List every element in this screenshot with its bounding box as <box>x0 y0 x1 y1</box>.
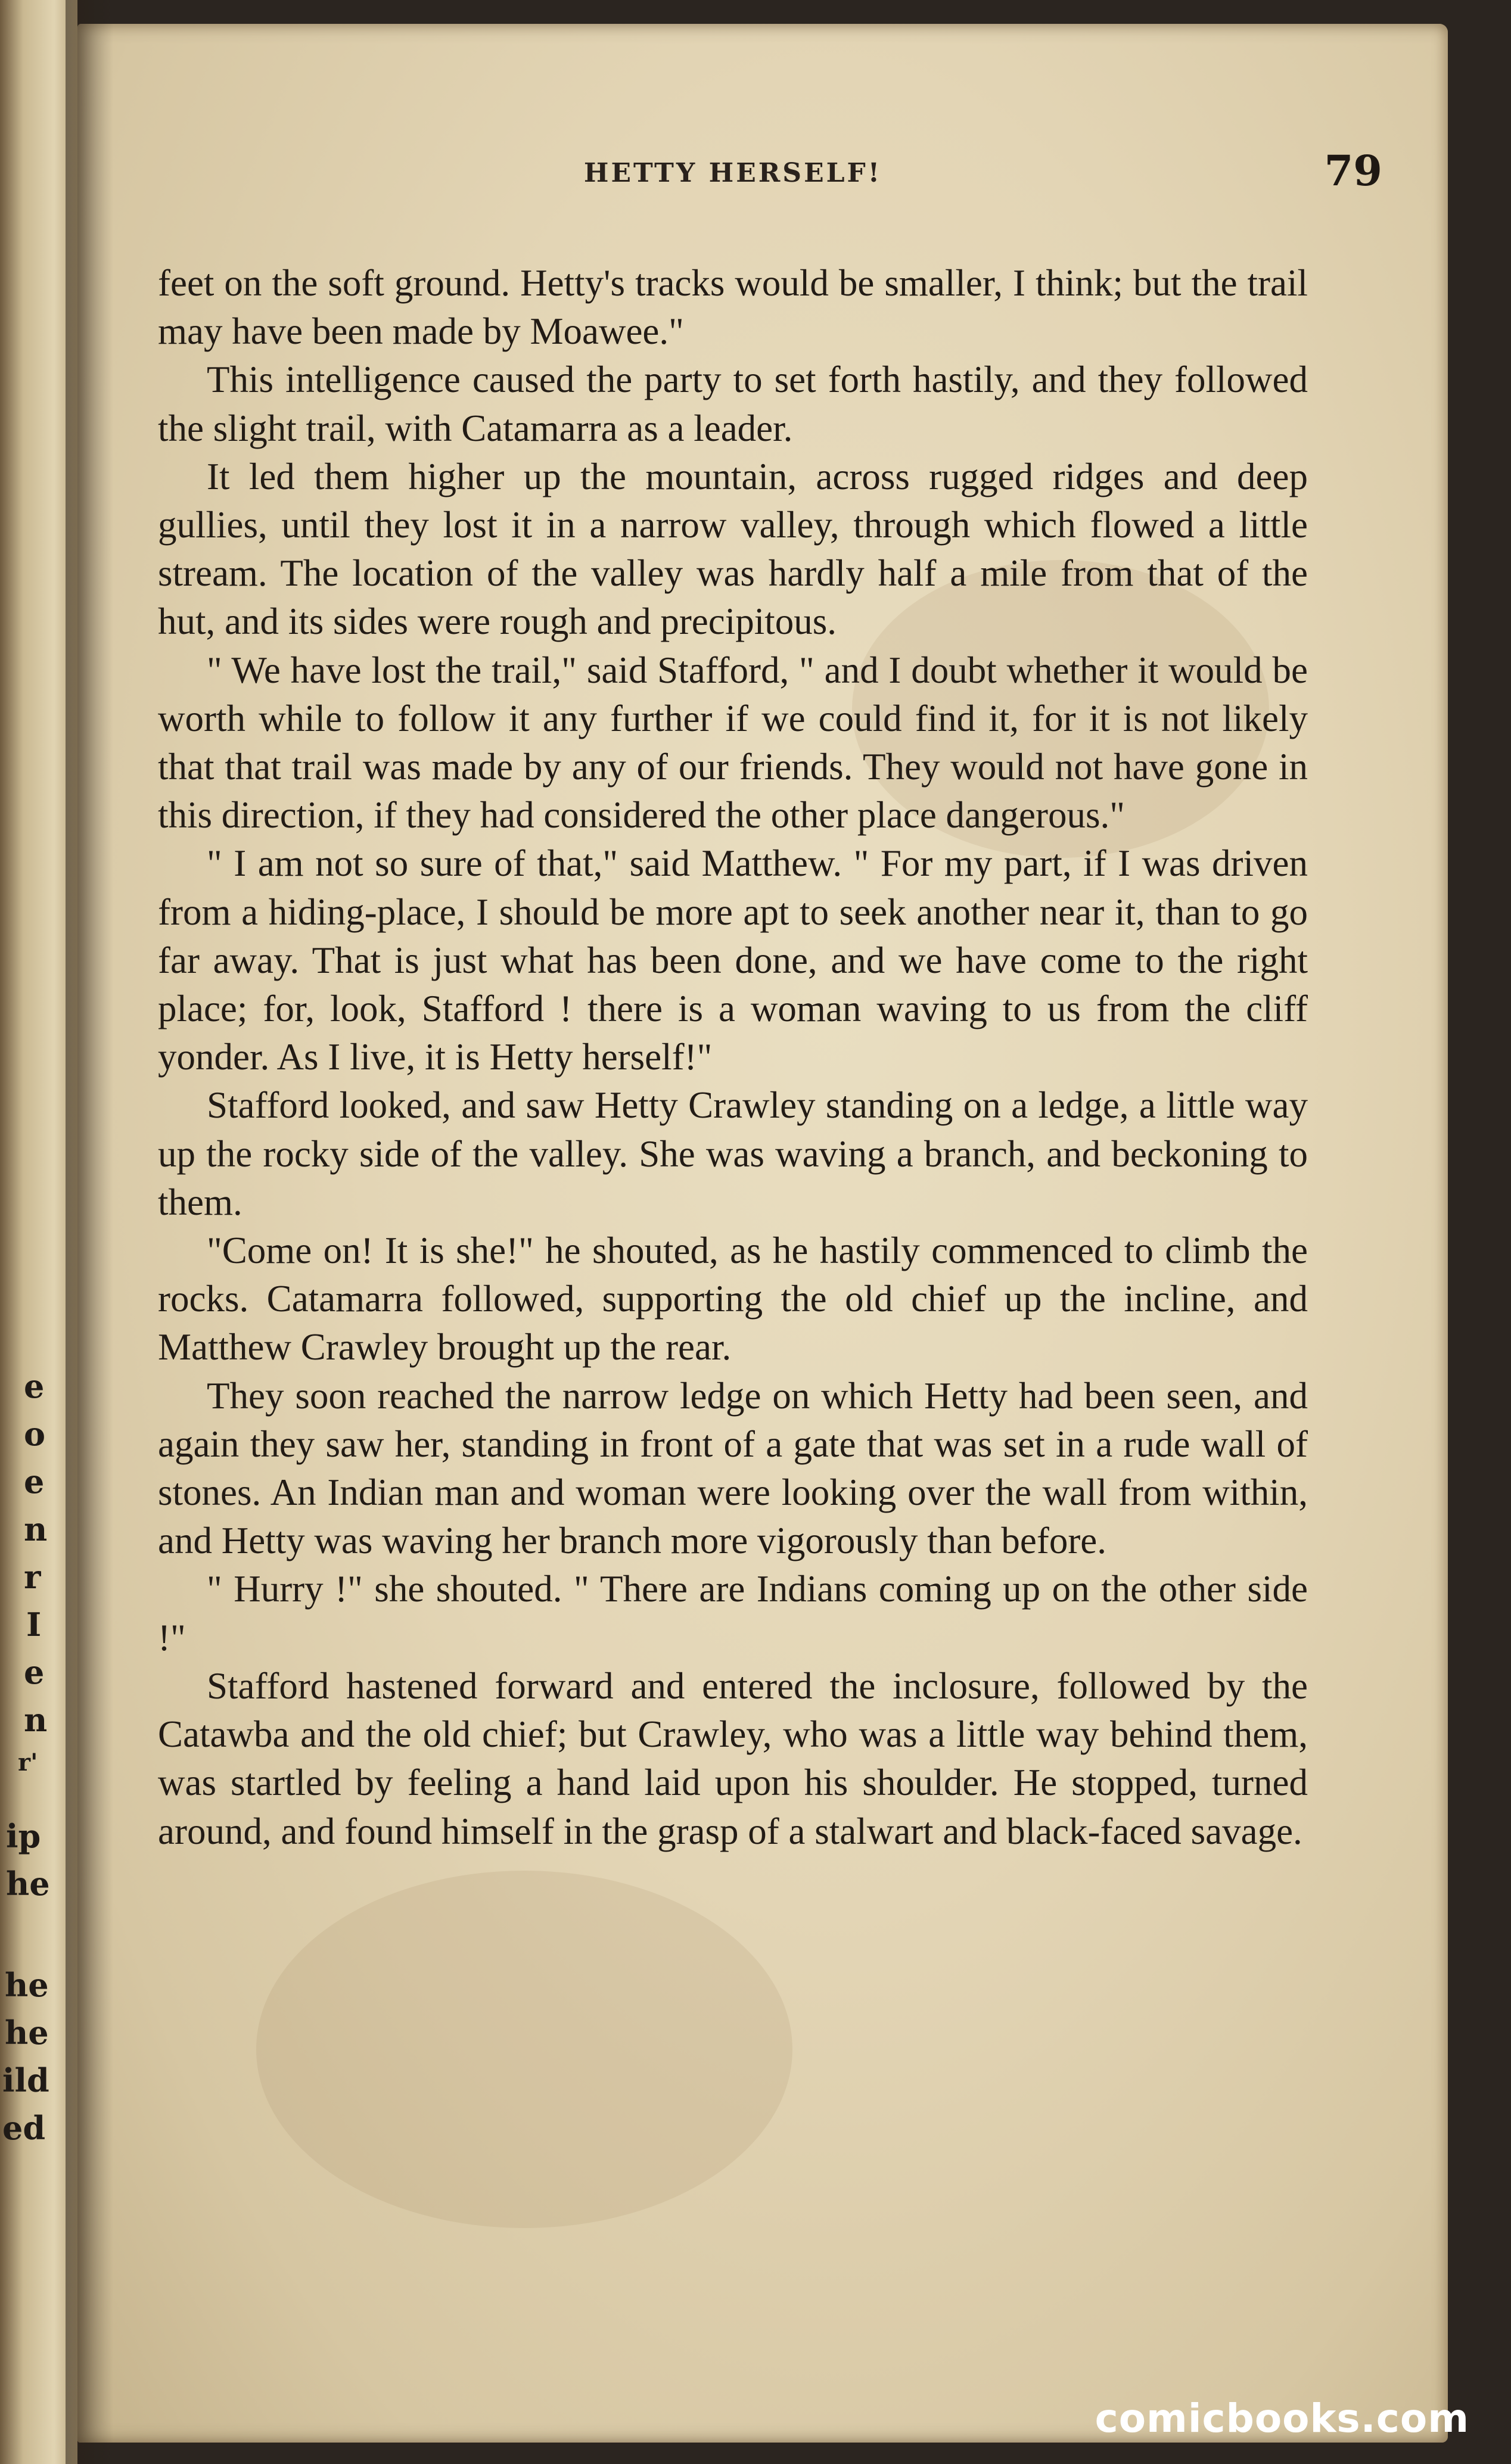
prev-page-fragment: ild <box>2 2061 49 2099</box>
paragraph: This intelligence caused the party to set forth hastily, and they followed the slight trail, with Catamarra as a leader. <box>158 359 1308 449</box>
paragraph: "Come on! It is she!" he shouted, as he hastily commenced to climb the rocks. Catamarra followed, supporting the old chief up the incline, and Matthew Crawley brought up the rear. <box>158 1230 1308 1368</box>
book-page <box>77 24 1448 2443</box>
prev-page-fragment: he <box>5 1966 49 2004</box>
prev-page-fragment: ed <box>2 2109 46 2147</box>
paragraph: " I am not so sure of that," said Matthew. " For my part, if I was driven from a hiding-place, I should be more apt to seek another near it, than to go far away. That is just what has been done, and we have come to the right place; for, look, Stafford ! there is a woman waving to us from the cliff yonder. As I live, it is Hetty herself!" <box>158 842 1308 1078</box>
paragraph: " We have lost the trail," said Stafford, " and I doubt whether it would be worth while to follow it any further if we could find it, for it is not likely that that trail was made by any of our friends. They would not have gone in this direction, if they had considered the other place dangerous." <box>158 649 1308 836</box>
paragraph: It led them higher up the mountain, across rugged ridges and deep gullies, until they lost it in a narrow valley, through which flowed a little stream. The location of the valley was hardly half a mile from that of the hut, and its sides were rough and precipitous. <box>158 455 1308 643</box>
page-number: 79 <box>1324 146 1382 195</box>
prev-page-fragment: e <box>24 1463 45 1501</box>
prev-page-fragment: he <box>5 2014 49 2052</box>
paragraph: feet on the soft ground. Hetty's tracks would be smaller, I think; but the trail may have been made by Moawee." <box>158 262 1308 353</box>
prev-page-fragment: ip <box>6 1817 41 1855</box>
prev-page-fragment: n <box>24 1701 48 1739</box>
prev-page-fragment: I <box>26 1606 42 1644</box>
running-head: HETTY HERSELF! <box>583 158 882 188</box>
prev-page-fragment: e <box>24 1653 45 1691</box>
paragraph: They soon reached the narrow ledge on which Hetty had been seen, and again they saw her, standing in front of a gate that was set in a rude wall of stones. An Indian man and woman were looking over the wall from within, and Hetty was waving her branch more vigorously than before. <box>158 1374 1308 1562</box>
watermark: comicbooks.com <box>1095 2395 1469 2441</box>
prev-page-fragment: r <box>24 1558 41 1596</box>
prev-page-fragment: r' <box>18 1749 38 1777</box>
body-text <box>158 259 1308 1856</box>
gutter-shadow <box>66 0 113 2464</box>
paragraph: " Hurry !" she shouted. " There are Indians coming up on the other side !" <box>158 1568 1308 1659</box>
paragraph: Stafford hastened forward and entered the inclosure, followed by the Catawba and the old chief; but Crawley, who was a little way behind them, was startled by feeling a hand laid upon his shoulder. He stopped, turned around, and found himself in the grasp of a stalwart and black-faced savage. <box>158 1665 1308 1852</box>
prev-page-fragment: e <box>24 1367 45 1405</box>
prev-page-fragment: n <box>24 1510 48 1548</box>
paper-stain <box>256 1871 792 2228</box>
paragraph: Stafford looked, and saw Hetty Crawley standing on a ledge, a little way up the rocky side of the valley. She was waving a branch, and beckoning to them. <box>158 1084 1308 1223</box>
prev-page-fragment: o <box>24 1415 46 1453</box>
prev-page-fragment: he <box>6 1865 50 1903</box>
